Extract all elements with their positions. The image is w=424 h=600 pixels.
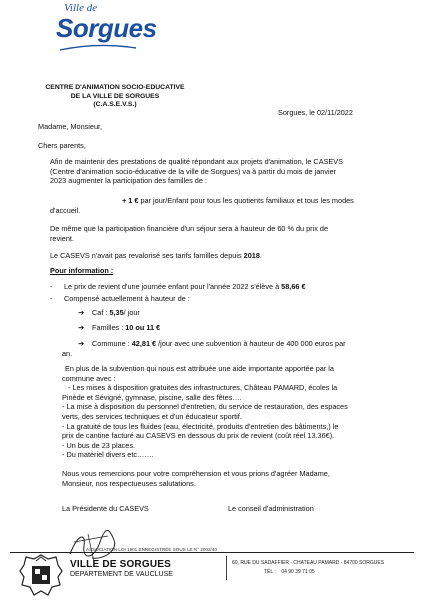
- crest-icon: [18, 553, 64, 599]
- familles-value: 10 ou 11 €: [125, 323, 161, 332]
- footer-city: VILLE DE SORGUES: [70, 559, 171, 570]
- arrow-right-icon: ➔: [78, 339, 85, 348]
- commune-text: /jour avec une subvention à hauteur de 400 000 euros par: [156, 339, 346, 348]
- tarifs-year: 2018: [243, 251, 260, 260]
- aide-line: - La gratuité de tous les fluides (eau, électricité, produits d'entretien des bâtiments,) le: [62, 421, 339, 431]
- sejour-paragraph: [50, 224, 400, 243]
- salutation: Madame, Monsieur,: [38, 122, 103, 131]
- arrow-right-icon: ➔: [78, 308, 85, 317]
- increase-prefix: +: [122, 196, 129, 205]
- footer-separator: [226, 556, 227, 580]
- familles-line: [78, 323, 160, 333]
- commune-line: [78, 339, 408, 349]
- aide-line: - Un bus de 23 places.: [62, 440, 136, 450]
- bullet-dash-icon: -: [50, 282, 53, 291]
- closing-line: Monsieur, nos respectueuses salutations.: [62, 478, 196, 488]
- increase-text-2: d'accueil.: [50, 205, 81, 215]
- footer-tel: 04 90 39 71 05: [281, 569, 315, 575]
- intro-line: 2023 augmenter la participation des familles de :: [50, 176, 207, 186]
- greeting: Chers parents,: [38, 141, 86, 150]
- caf-value: 5,35: [109, 308, 124, 317]
- footer-dept: DEPARTEMENT DE VAUCLUSE: [70, 571, 173, 578]
- increase-paragraph: [50, 196, 400, 215]
- intro-paragraph: [50, 157, 390, 186]
- aide-line: verts, des services techniques et d'un éducateur sportif.: [62, 411, 242, 421]
- sejour-line: revient.: [50, 233, 74, 243]
- aide-line: En plus de la subvention qui nous est attribuée une aide importante apportée par la: [65, 364, 334, 373]
- caf-unit: / jour: [123, 308, 140, 317]
- familles-label: Familles :: [92, 323, 126, 332]
- increase-amount: 1 €: [128, 196, 139, 205]
- header-block: [20, 84, 210, 110]
- header-line3: (C.A.S.E.V.S.): [93, 101, 137, 109]
- aide-line: prix de cantine facturé au CASEVS en dessous du prix de revient (coût réel 13.36€).: [62, 431, 335, 441]
- bullet-dash-icon: -: [50, 294, 53, 303]
- closing-line: Nous vous remercions pour votre compréhension et vous prions d'agréer Madame,: [62, 469, 330, 478]
- association-line: ASSOCIATION LOI 1901 ENREGISTRÉE SOUS LE N° 2002/40: [86, 547, 217, 552]
- footer-divider: [10, 552, 414, 553]
- intro-line: (Centre d'animation socio-éducative de la ville de Sorgues) va à partir du mois de janvier: [50, 166, 337, 176]
- sign-right: Le conseil d'administration: [228, 504, 314, 513]
- logo-ville-de: Ville de: [64, 2, 98, 14]
- info-title: Pour information :: [50, 266, 114, 275]
- info-compense: Compensé actuellement à hauteur de :: [64, 294, 190, 303]
- info-price-value: 58,66 €: [281, 282, 306, 291]
- increase-text: par jour/Enfant pour tous les quotients familiaux et tous les modes: [138, 196, 354, 205]
- logo-swoosh-icon: [58, 44, 138, 52]
- info-price-line: [50, 282, 410, 292]
- closing-paragraph: [62, 469, 412, 488]
- caf-line: [78, 308, 140, 318]
- aide-line: - Les mises à disposition gratuites des infrastructures, Château PAMARD, écoles la: [68, 383, 338, 393]
- letter-date: Sorgues, le 02/11/2022: [278, 108, 353, 117]
- arrow-right-icon: ➔: [78, 323, 85, 332]
- logo-sorgues: Sorgues: [56, 13, 157, 43]
- aide-line: - La mise à disposition du personnel d'entretien, du service de restauration, des espaces: [62, 402, 348, 412]
- commune-value: 42,81 €: [131, 339, 157, 348]
- footer-address: 60, RUE DU SADAFFIER - CHATEAU PAMARD - 84700 SORGUES: [232, 560, 385, 566]
- aide-line: Pinède et Sévigné, gymnase, piscine, salle des fêtes….: [62, 392, 242, 402]
- header-line1: CENTRE D'ANIMATION SOCIO-EDUCATIVE: [45, 84, 185, 91]
- commune-text-2: an.: [62, 349, 73, 358]
- tarifs-end: .: [259, 251, 262, 260]
- tarifs-text: Le CASEVS n'avait pas revalorisé ses tarifs familles depuis: [50, 251, 244, 260]
- sign-left: La Présidente du CASEVS: [62, 504, 149, 513]
- aide-line: commune avec :: [62, 373, 116, 383]
- commune-label: Commune :: [92, 339, 132, 348]
- aide-line: - Du matériel divers etc…….: [62, 450, 154, 460]
- aide-paragraph: [62, 364, 412, 460]
- info-compense-line: [50, 294, 190, 304]
- footer-tel-label: TÉL :: [264, 569, 276, 575]
- footer-tel-line: [264, 569, 315, 576]
- caf-label: Caf :: [92, 308, 110, 317]
- info-price-text: Le prix de revient d'une journée enfant pour l'année 2022 s'élève à: [64, 282, 282, 291]
- tarifs-line: [50, 251, 400, 261]
- header-line2: DE LA VILLE DE SORGUES: [70, 92, 160, 100]
- intro-line: Afin de maintenir des prestations de qualité répondant aux projets d'animation, le CASEVS: [50, 157, 344, 166]
- sejour-line: De même que la participation financière d'un séjour sera à hauteur de 60 % du prix de: [50, 224, 329, 233]
